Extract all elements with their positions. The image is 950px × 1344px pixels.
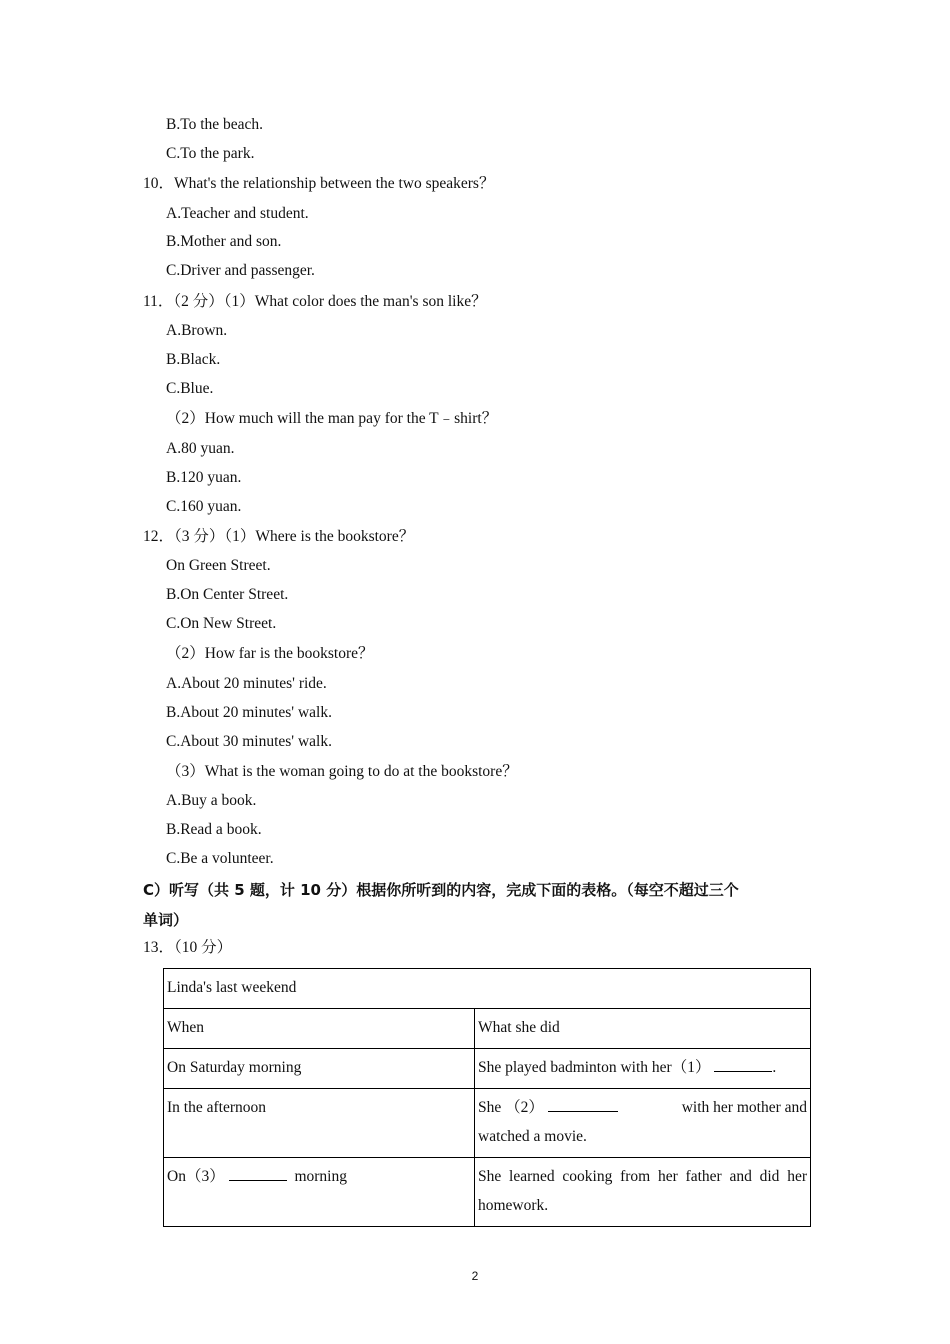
row1-what <box>475 1049 811 1089</box>
section-c-heading-cont: 单词） <box>143 911 189 929</box>
q12-3c-line: C.Be a volunteer. <box>166 850 274 867</box>
q9-c-line: C.To the park. <box>166 145 255 162</box>
answer-blank-2[interactable] <box>548 1097 618 1112</box>
q11-2a-line: A.80 yuan. <box>166 440 235 457</box>
q12-1b-line: B.On Center Street. <box>166 586 289 603</box>
q9-b-line: B.To the beach. <box>166 116 264 133</box>
q12-1c-line: C.On New Street. <box>166 615 277 632</box>
q11-2b-line: B.120 yuan. <box>166 469 242 486</box>
row1-what-end: . <box>772 1059 777 1076</box>
linda-weekend-table <box>163 968 811 1227</box>
row2-what-text: She （2） <box>478 1099 544 1116</box>
q11-1c-line: C.Blue. <box>166 380 214 397</box>
answer-blank-1[interactable] <box>714 1057 772 1072</box>
q10-question: 10．What's the relationship between the two speakers？ <box>143 175 495 192</box>
row2-what <box>475 1089 811 1158</box>
q11-1a-line: A.Brown. <box>166 322 228 339</box>
row3-when-end: morning <box>294 1168 347 1185</box>
answer-blank-3[interactable] <box>229 1166 287 1181</box>
header-when: When <box>164 1009 475 1049</box>
row1-what-text: She played badminton with her（1） <box>478 1059 711 1076</box>
q11-question: 11．（2 分）（1）What color does the man's son like？ <box>143 293 487 310</box>
q11-2c-line: C.160 yuan. <box>166 498 242 515</box>
q12-2c-line: C.About 30 minutes' walk. <box>166 733 332 750</box>
q10-c-line: C.Driver and passenger. <box>166 262 315 279</box>
q10-b-line: B.Mother and son. <box>166 233 282 250</box>
table-title: Linda's last weekend <box>164 969 811 1009</box>
q11-1b-line: B.Black. <box>166 351 221 368</box>
q10-a-line: A.Teacher and student. <box>166 205 309 222</box>
question-13-label: 13．（10 分） <box>143 939 233 956</box>
row2-what-line2: watched a movie. <box>478 1128 587 1145</box>
page-number: 2 <box>471 1269 479 1283</box>
row2-what-mid: with her mother and <box>681 1099 807 1116</box>
q12-2a-line: A.About 20 minutes' ride. <box>166 675 327 692</box>
header-what: What she did <box>475 1009 811 1049</box>
row3-what: She learned cooking from her father and did her homework. <box>475 1158 811 1227</box>
q12-3-line: （3）What is the woman going to do at the bookstore？ <box>166 763 518 780</box>
q12-2-line: （2）How far is the bookstore？ <box>166 645 374 662</box>
q12-1a-line: On Green Street. <box>166 557 271 574</box>
q11-2-line: （2）How much will the man pay for the T﹣shirt？ <box>166 410 498 427</box>
q12-2b-line: B.About 20 minutes' walk. <box>166 704 332 721</box>
row2-when: In the afternoon <box>164 1089 475 1158</box>
row3-when <box>164 1158 475 1227</box>
q12-3b-line: B.Read a book. <box>166 821 262 838</box>
section-c-heading: C）听写（共 5 题，计 10 分）根据你所听到的内容，完成下面的表格。（每空不超过三个 <box>143 881 739 899</box>
row3-when-text: On（3） <box>167 1168 225 1185</box>
q12-question: 12．（3 分）（1）Where is the bookstore？ <box>143 528 415 545</box>
row1-when: On Saturday morning <box>164 1049 475 1089</box>
q12-3a-line: A.Buy a book. <box>166 792 257 809</box>
